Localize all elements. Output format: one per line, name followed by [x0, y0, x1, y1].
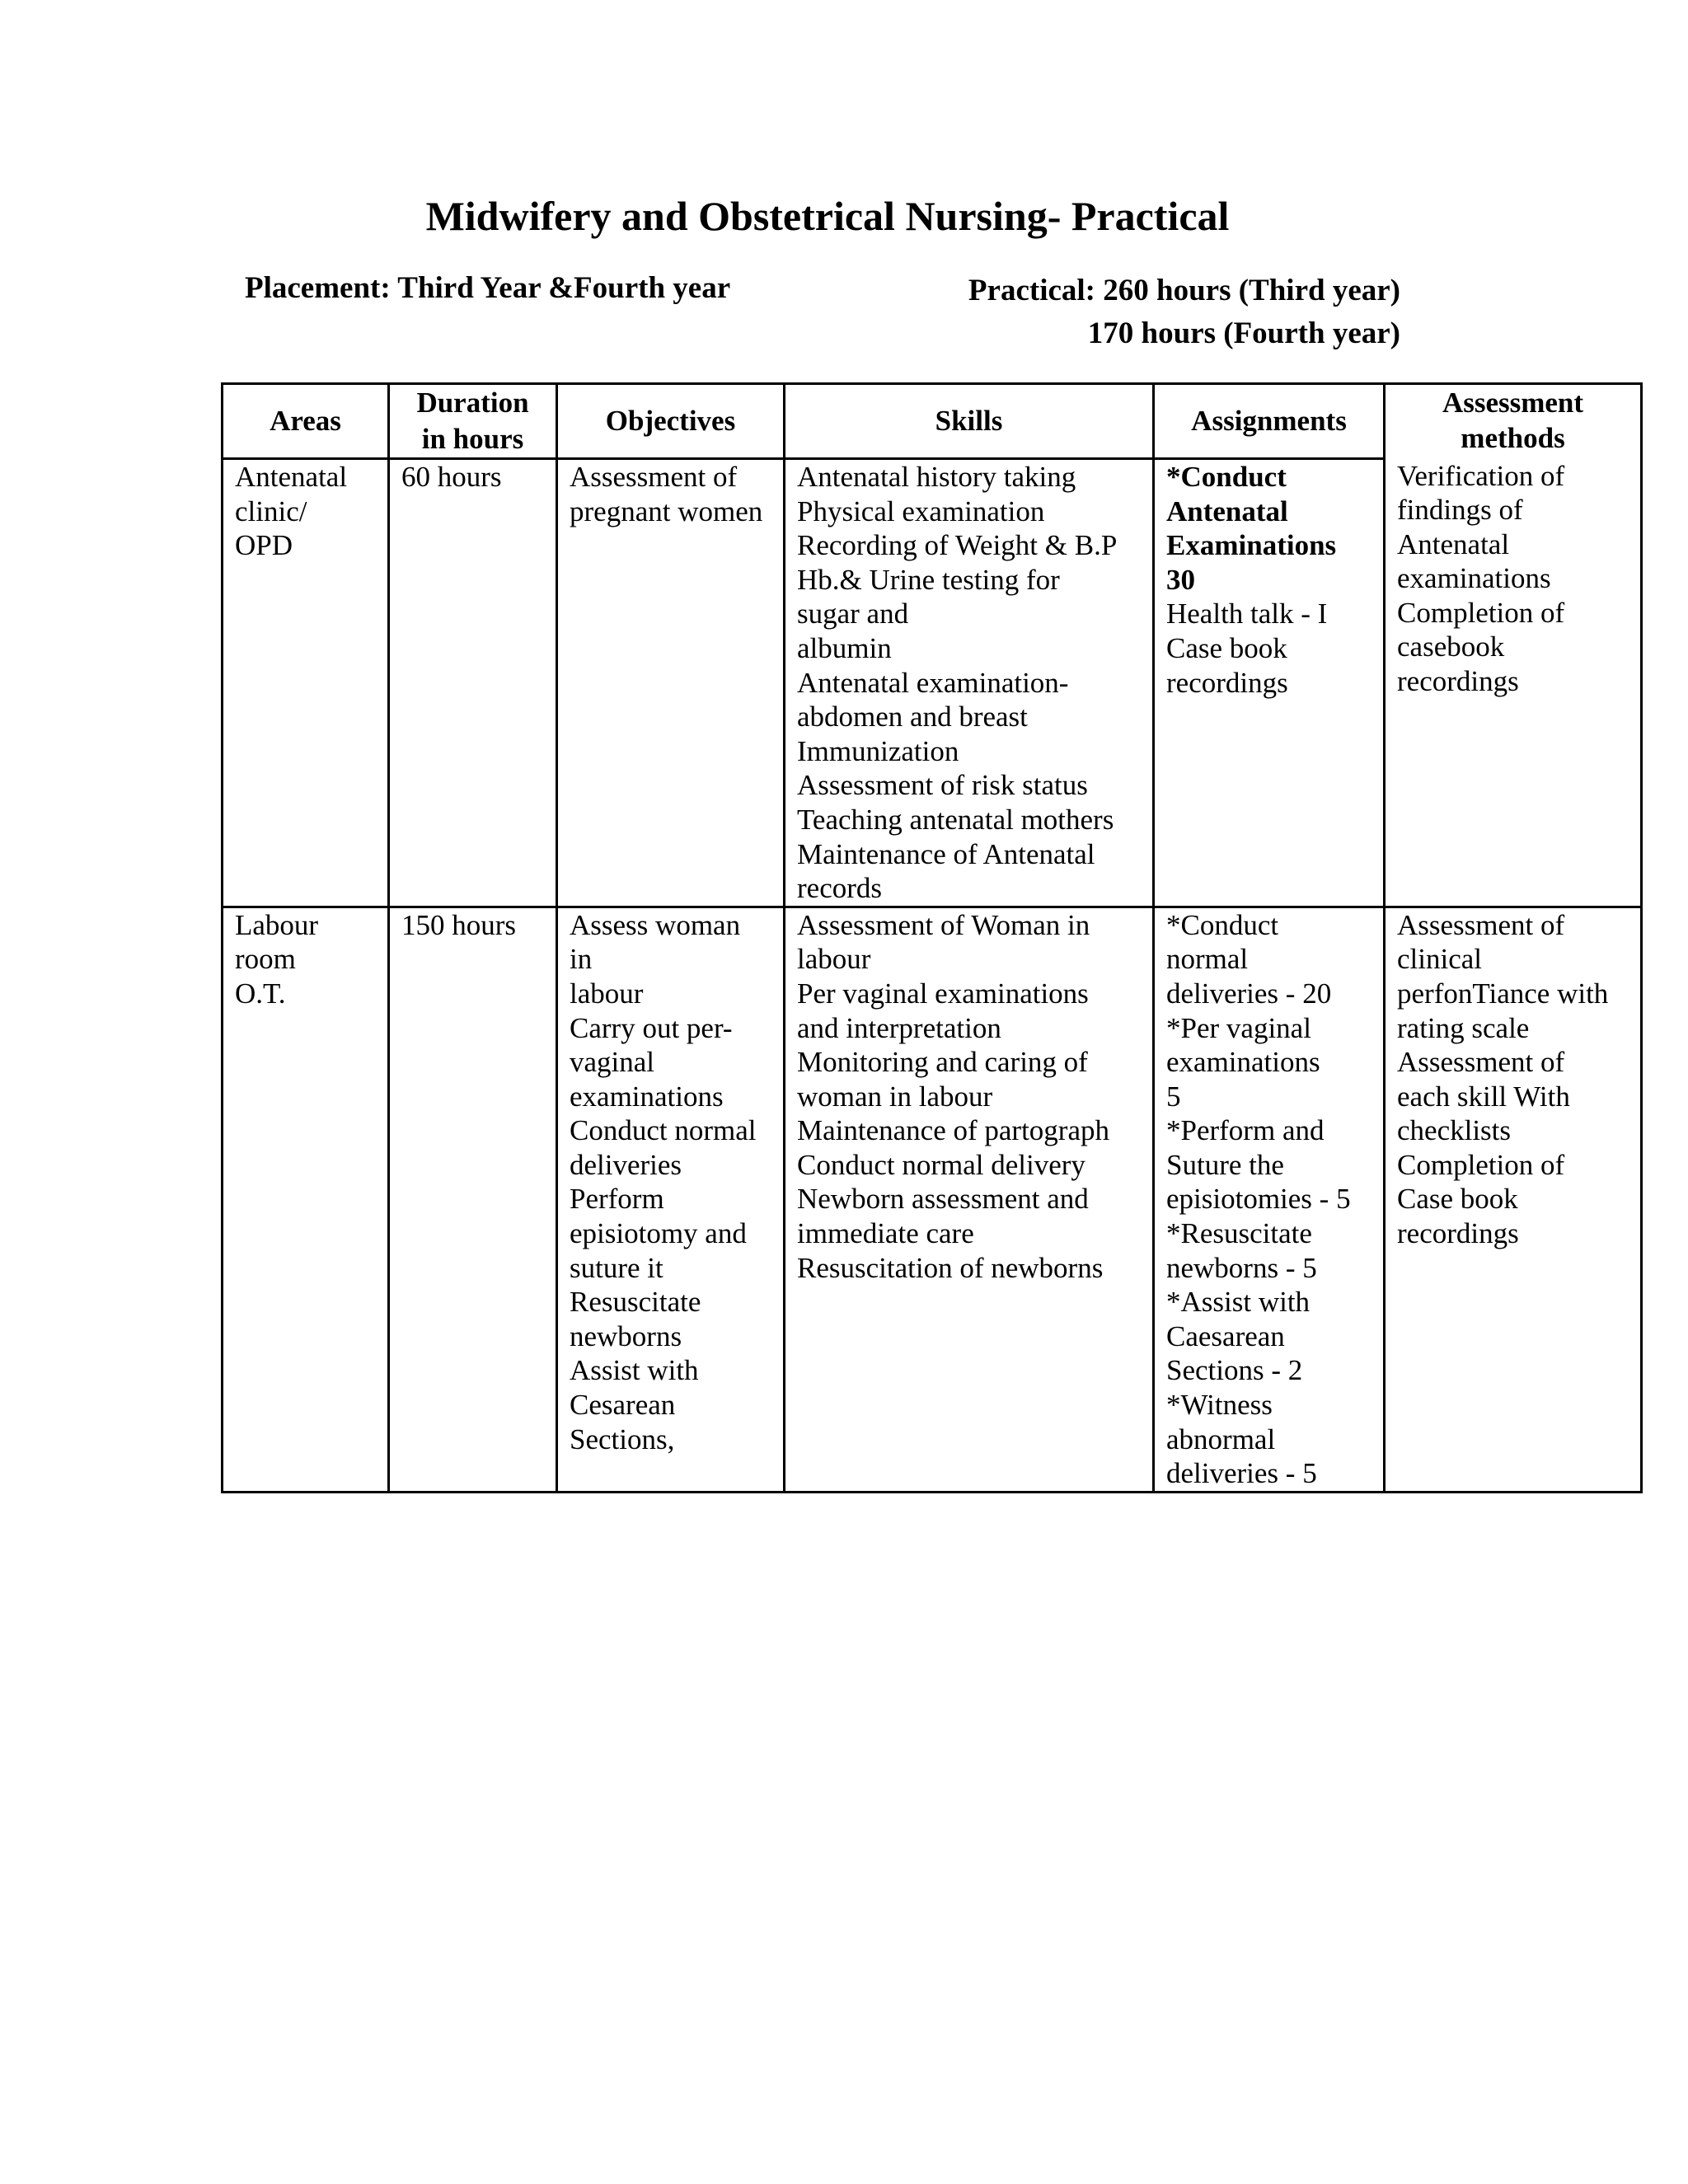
- header-objectives: Objectives: [557, 384, 785, 459]
- cell-line: Antenatal: [1166, 494, 1288, 527]
- cell-line: Cesarean: [570, 1389, 676, 1422]
- cell-assignments: [1154, 459, 1385, 907]
- cell-line: Antenatal history taking: [797, 461, 1076, 493]
- lines: [1166, 597, 1372, 700]
- cell-objectives: [557, 459, 785, 907]
- cell-line: Health talk - I: [1166, 598, 1328, 630]
- placement-text: Placement: Third Year &Fourth year: [245, 271, 731, 305]
- cell-areas: [223, 907, 389, 1492]
- cell-line: in: [570, 943, 593, 976]
- lines: [1166, 908, 1372, 1491]
- cell-assignments: [1154, 907, 1385, 1492]
- header-assessment-methods: [1385, 384, 1642, 459]
- cell-line: Sections,: [570, 1422, 675, 1455]
- cell-assessment-methods: [1385, 459, 1642, 907]
- lines: [570, 460, 771, 528]
- cell-line: Labour: [235, 908, 319, 941]
- cell-line: *Witness: [1166, 1389, 1273, 1422]
- cell-line: deliveries - 5: [1166, 1457, 1317, 1490]
- cell-line: *Conduct: [1166, 908, 1279, 941]
- cell-line: Physical examination: [797, 494, 1045, 527]
- cell-skills: [785, 459, 1154, 907]
- header-assignments: Assignments: [1154, 384, 1385, 459]
- cell-line: clinic/: [235, 494, 307, 527]
- cell-line: OPD: [235, 529, 293, 562]
- cell-line: pregnant women: [570, 494, 763, 527]
- cell-line: woman in labour: [797, 1080, 993, 1113]
- cell-line: Assessment of Woman in: [797, 908, 1090, 941]
- cell-line: 5: [1166, 1080, 1181, 1113]
- cell-line: *Perform and: [1166, 1114, 1325, 1147]
- cell-line: Assist with: [570, 1354, 699, 1387]
- cell-line: Antenatal examination-: [797, 666, 1069, 699]
- cell-line: Assessment of: [1397, 908, 1565, 941]
- header-assessment-line1: Assessment: [1442, 387, 1584, 419]
- header-duration: [389, 384, 557, 459]
- cell-line: *Assist with: [1166, 1286, 1311, 1319]
- cell-line: checklists: [1397, 1114, 1512, 1147]
- cell-line: Completion of: [1397, 1148, 1565, 1181]
- table-row-antenatal: [223, 459, 1642, 907]
- lines: [1397, 459, 1629, 699]
- cell-line: records: [797, 872, 883, 905]
- cell-line: recordings: [1397, 665, 1519, 698]
- practical-hours: [931, 269, 1400, 355]
- cell-line: casebook: [1397, 630, 1505, 663]
- lines: [797, 908, 1141, 1286]
- cell-line: 30: [1166, 563, 1195, 596]
- practical-hours-fourth-year: 170 hours (Fourth year): [1087, 316, 1400, 350]
- cell-line: examinations: [1166, 1046, 1320, 1079]
- header-skills: Skills: [785, 384, 1154, 459]
- cell-line: Hb.& Urine testing for: [797, 563, 1060, 596]
- cell-line: perfonTiance with: [1397, 977, 1609, 1010]
- cell-line: deliveries - 20: [1166, 977, 1332, 1010]
- cell-line: Recording of Weight & B.P: [797, 529, 1118, 562]
- cell-line: Resuscitation of newborns: [797, 1251, 1104, 1284]
- cell-line: Teaching antenatal mothers: [797, 803, 1114, 836]
- cell-line: recordings: [1397, 1217, 1519, 1250]
- cell-line: Case book: [1166, 631, 1287, 664]
- cell-line: Immunization: [797, 734, 959, 767]
- cell-line: each skill With: [1397, 1080, 1570, 1113]
- lines: [1166, 460, 1372, 597]
- cell-line: rating scale: [1397, 1011, 1530, 1044]
- cell-line: newborns: [570, 1319, 682, 1352]
- lines: [570, 908, 771, 1457]
- cell-line: Assessment of: [1397, 1046, 1565, 1079]
- cell-line: immediate care: [797, 1217, 974, 1250]
- practical-plan-table: [221, 382, 1643, 1493]
- header-assessment-line2: methods: [1461, 422, 1565, 454]
- cell-line: O.T.: [235, 977, 286, 1010]
- table-row-labour-room: [223, 907, 1642, 1492]
- cell-line: normal: [1166, 943, 1249, 976]
- cell-line: Conduct normal: [570, 1114, 757, 1147]
- cell-line: Assess woman: [570, 908, 741, 941]
- cell-line: labour: [570, 977, 644, 1010]
- cell-line: Examinations: [1166, 529, 1337, 562]
- cell-line: sugar and: [797, 598, 909, 630]
- cell-line: episiotomies - 5: [1166, 1183, 1351, 1216]
- cell-objectives: [557, 907, 785, 1492]
- cell-line: suture it: [570, 1251, 663, 1284]
- cell-line: *Resuscitate: [1166, 1217, 1312, 1250]
- cell-line: Caesarean: [1166, 1319, 1285, 1352]
- cell-line: Verification of: [1397, 459, 1565, 492]
- cell-line: *Conduct: [1166, 461, 1287, 493]
- cell-line: and interpretation: [797, 1011, 1001, 1044]
- lines: [1397, 908, 1629, 1251]
- cell-line: vaginal: [570, 1046, 655, 1079]
- cell-line: Completion of: [1397, 596, 1565, 629]
- cell-skills: [785, 907, 1154, 1492]
- cell-line: Carry out per-: [570, 1011, 733, 1044]
- cell-line: labour: [797, 943, 871, 976]
- cell-assessment-methods: [1385, 907, 1642, 1492]
- header-duration-line1: Duration: [416, 387, 529, 419]
- cell-line: abnormal: [1166, 1422, 1276, 1455]
- cell-line: recordings: [1166, 666, 1288, 699]
- cell-line: albumin: [797, 631, 892, 664]
- cell-line: *Per vaginal: [1166, 1011, 1311, 1044]
- cell-duration: 60 hours: [389, 459, 557, 907]
- cell-line: clinical: [1397, 943, 1483, 976]
- cell-line: Antenatal: [1397, 527, 1510, 560]
- cell-line: Newborn assessment and: [797, 1183, 1089, 1216]
- cell-line: Resuscitate: [570, 1286, 701, 1319]
- cell-line: deliveries: [570, 1148, 682, 1181]
- lines: [235, 908, 376, 1011]
- cell-line: Conduct normal delivery: [797, 1148, 1085, 1181]
- cell-duration: 150 hours: [389, 907, 557, 1492]
- cell-line: Perform: [570, 1183, 664, 1216]
- cell-line: Monitoring and caring of: [797, 1046, 1088, 1079]
- cell-line: findings of: [1397, 494, 1523, 527]
- cell-line: examinations: [570, 1080, 724, 1113]
- cell-line: Sections - 2: [1166, 1354, 1303, 1387]
- cell-line: examinations: [1397, 562, 1551, 595]
- cell-line: Suture the: [1166, 1148, 1284, 1181]
- header-duration-line2: in hours: [421, 423, 524, 455]
- header-areas: Areas: [223, 384, 389, 459]
- lines: [797, 460, 1141, 906]
- table-header-row: [223, 384, 1642, 459]
- cell-line: room: [235, 943, 296, 976]
- cell-line: abdomen and breast: [797, 701, 1028, 733]
- cell-line: Per vaginal examinations: [797, 977, 1089, 1010]
- cell-line: Assessment of: [570, 461, 738, 493]
- cell-line: Assessment of risk status: [797, 769, 1088, 802]
- cell-line: Antenatal: [235, 461, 348, 493]
- practical-hours-third-year: Practical: 260 hours (Third year): [968, 274, 1400, 307]
- cell-line: Maintenance of partograph: [797, 1114, 1110, 1147]
- cell-line: Maintenance of Antenatal: [797, 837, 1095, 870]
- cell-line: episiotomy and: [570, 1217, 747, 1250]
- cell-line: newborns - 5: [1166, 1251, 1317, 1284]
- cell-areas: [223, 459, 389, 907]
- page-title: Midwifery and Obstetrical Nursing- Practical: [425, 193, 1230, 239]
- cell-line: Case book: [1397, 1183, 1518, 1216]
- lines: [235, 460, 376, 563]
